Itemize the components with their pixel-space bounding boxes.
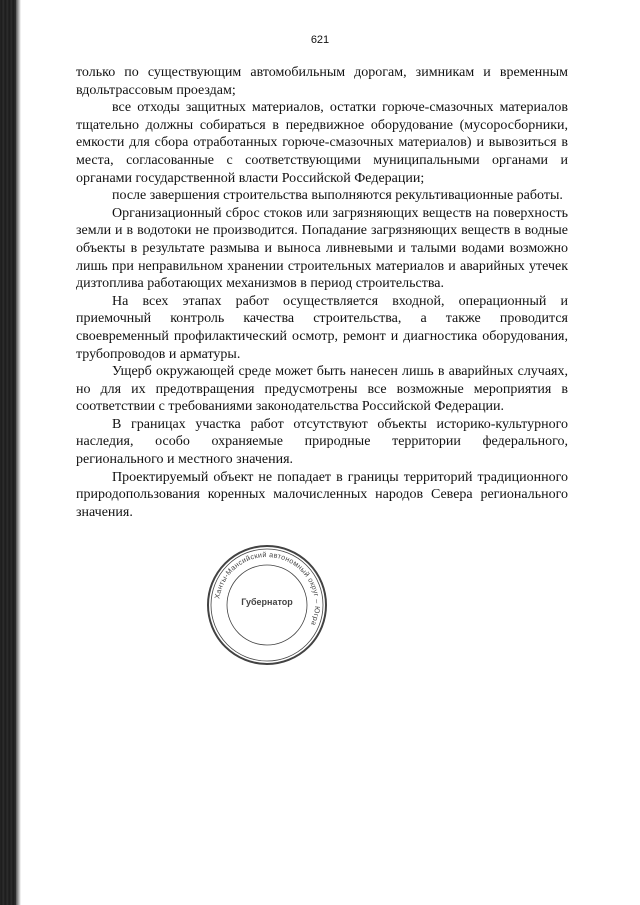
paragraph: все отходы защитных материалов, остатки горюче-смазочных материалов тщательно должны собираться в передвижное оборудование (мусоросборники, емкости для сбора отработанных горюче-смазочных материалов) и вывозиться в места, согласованные с соответствующими муниципальными органами и органами государственной власти Российской Федерации; <box>76 100 568 186</box>
paragraph: В границах участка работ отсутствуют объекты историко-культурного наследия, особо охраняемые природные территории федерального, регионального и местного значения. <box>76 416 568 468</box>
paragraph: На всех этапах работ осуществляется входной, операционный и приемочный контроль качества строительства, а также проводится своевременный профилактический осмотр, ремонт и диагностика оборудования, трубопроводов и арматуры. <box>76 293 568 362</box>
document-body <box>76 64 568 521</box>
paragraph: Организационный сброс стоков или загрязняющих веществ на поверхность земли и в водотоки не производится. Попадание загрязняющих веществ в водные объекты в результате размыва и выноса ливневыми и талыми водами возможно лишь при неправильном хранении строительных материалов и аварийных утечек дизтоплива работающих механизмов в период строительства. <box>76 205 568 292</box>
paragraph: Ущерб окружающей среде может быть нанесен лишь в аварийных случаях, но для их предотвращения предусмотрены все возможные мероприятия в соответствии с требованиями законодательства Российской Федерации. <box>76 364 568 415</box>
stamp-center-text: Губернатор <box>241 597 293 607</box>
page-number: 621 <box>310 34 330 46</box>
official-seal-stamp <box>205 543 329 667</box>
paragraph: только по существующим автомобильным дорогам, зимникам и временным вдольтрассовым проездам; <box>76 65 568 98</box>
paragraph: Проектируемый объект не попадает в границы территорий традиционного природопользования коренных малочисленных народов Севера регионального значения. <box>76 469 568 520</box>
stamp-ring-text: Ханты-Мансийский автономный округ – Югра <box>212 549 323 628</box>
scan-edge-shadow <box>0 0 16 905</box>
paragraph: после завершения строительства выполняются рекультивационные работы. <box>112 188 563 204</box>
